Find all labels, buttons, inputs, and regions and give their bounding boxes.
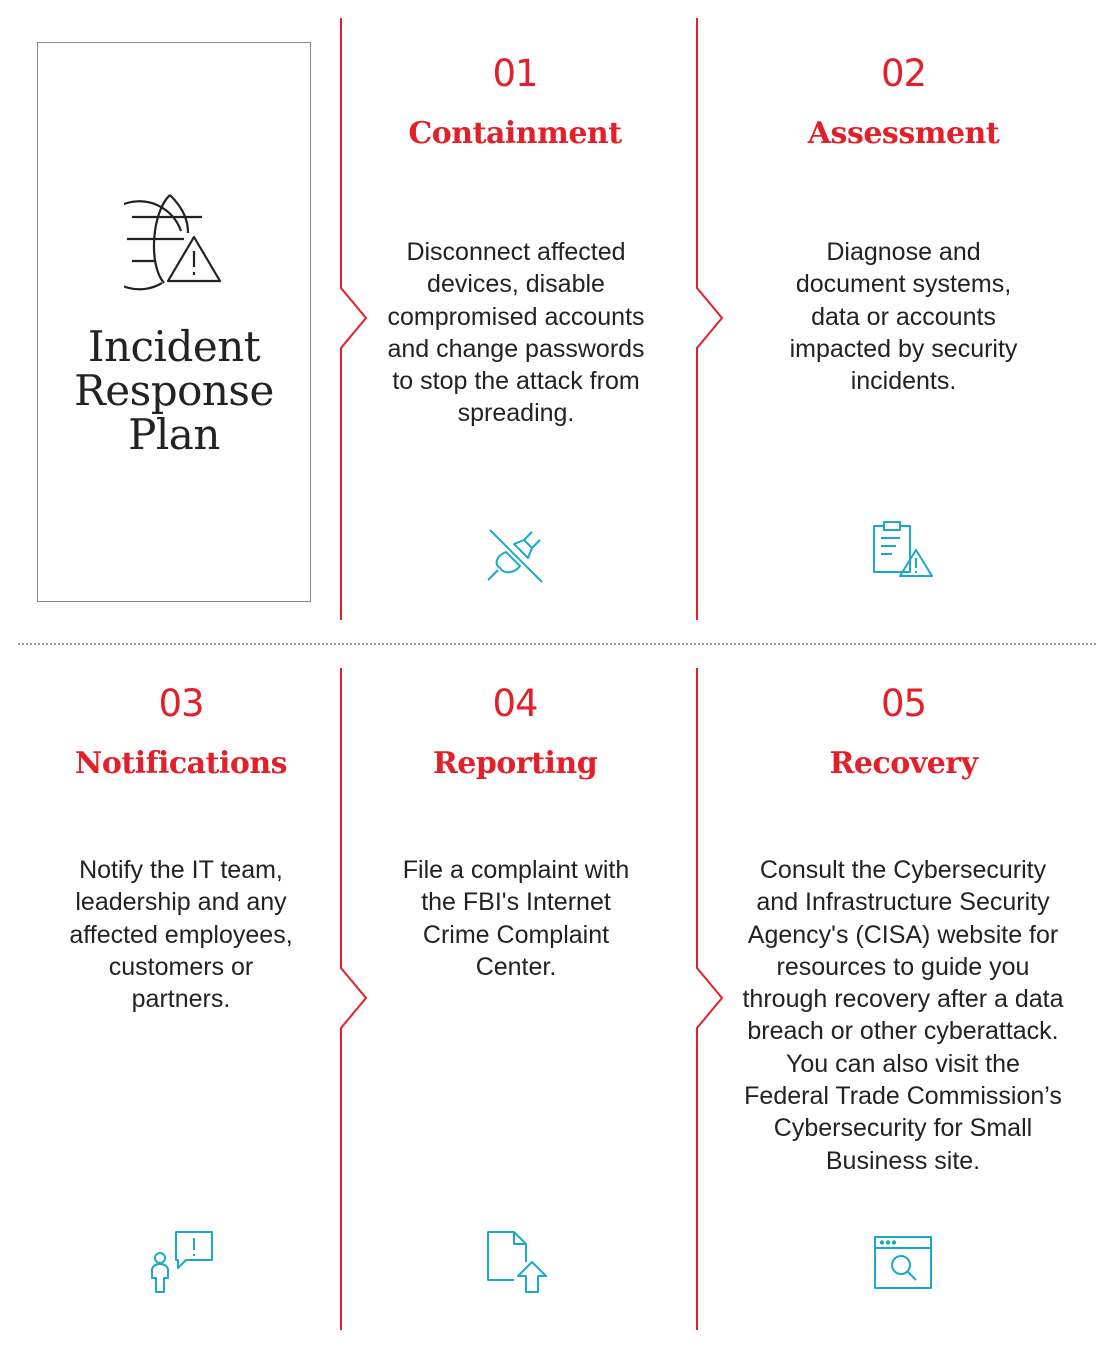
- step-title: Containment: [408, 116, 622, 151]
- step-number: 04: [492, 682, 538, 725]
- step-title: Recovery: [829, 746, 978, 781]
- step-description: Notify the IT team, leadership and any affected employees, customers or partners.: [69, 856, 293, 1014]
- step-containment: [350, 0, 680, 640]
- step-recovery: [706, 660, 1101, 1350]
- step-description: Disconnect affected devices, disable compromised accounts and change passwords to stop the attack from spreading.: [387, 238, 645, 428]
- step-title: Notifications: [74, 746, 288, 781]
- person-alert-icon: [146, 1230, 216, 1294]
- page-title: [38, 322, 310, 459]
- step-number: 01: [492, 52, 538, 95]
- title-card: [37, 42, 311, 602]
- step-description: Diagnose and document systems, data or accounts impacted by security incidents.: [789, 238, 1018, 396]
- step-number: 03: [158, 682, 204, 725]
- unplugged-icon: [484, 524, 548, 588]
- document-upload-icon: [484, 1230, 548, 1296]
- row-separator: [18, 643, 1096, 645]
- step-reporting: [350, 660, 680, 1350]
- step-title: Assessment: [807, 116, 1000, 151]
- globe-warning-icon: [124, 191, 224, 291]
- title-line-2: Response: [74, 366, 274, 415]
- step-notifications: [20, 660, 342, 1350]
- step-description: Consult the Cybersecurity and Infrastructure Security Agency's (CISA) website for resources to guide you through recovery after a data breach or other cyberattack. You can also visit the Federal Trade Commission’s Cybersecurity for Small Business site.: [742, 856, 1064, 1175]
- clipboard-warning-icon: [870, 516, 938, 582]
- step-number: 05: [880, 682, 927, 725]
- step-number: 02: [880, 52, 927, 95]
- title-line-1: Incident: [87, 322, 261, 371]
- step-description: File a complaint with the FBI's Internet Crime Complaint Center.: [402, 856, 630, 981]
- browser-search-icon: [872, 1234, 934, 1292]
- step-assessment: [706, 0, 1101, 640]
- step-title: Reporting: [432, 746, 598, 781]
- title-line-3: Plan: [128, 410, 220, 459]
